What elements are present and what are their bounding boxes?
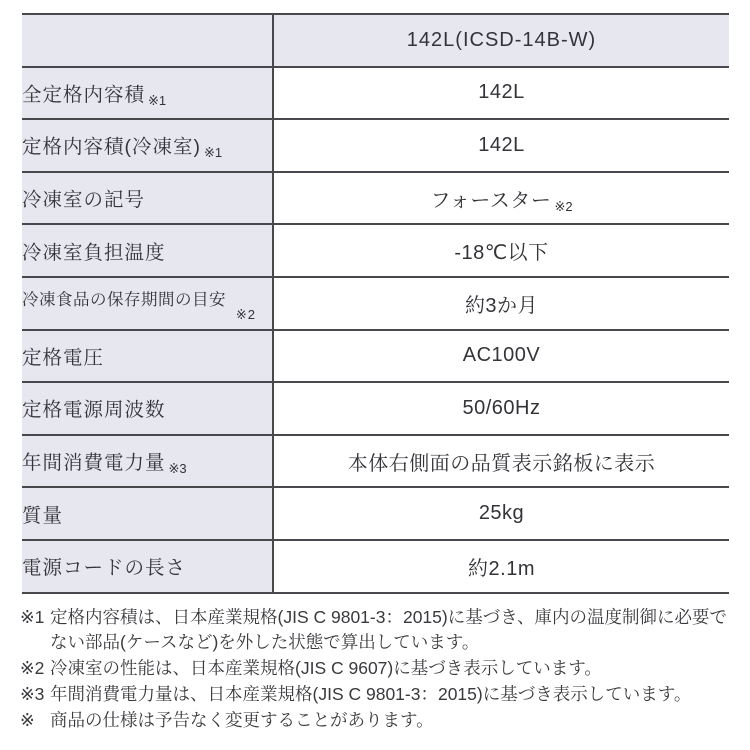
note-marker: ※1 xyxy=(204,145,223,161)
footnote-text: 冷凍室の性能は、日本産業規格(JIS C 9607)に基づき表示しています。 xyxy=(50,658,602,679)
footnote-marker: ※ xyxy=(20,709,35,730)
row-label: 冷凍食品の保存期間の目安 xyxy=(22,290,226,309)
note-marker: ※2 xyxy=(554,198,573,214)
row-label-cell xyxy=(22,382,273,435)
note-marker: ※3 xyxy=(168,461,187,477)
footnote-item xyxy=(20,656,736,682)
header-empty-cell xyxy=(22,14,273,67)
row-label-cell xyxy=(22,67,273,120)
row-value-cell xyxy=(273,487,729,540)
spec-sheet-page xyxy=(0,13,750,750)
footnote-marker: ※2 xyxy=(20,658,45,679)
table-row xyxy=(22,435,729,488)
row-label-cell xyxy=(22,540,273,593)
row-label-cell xyxy=(22,119,273,172)
footnote-marker: ※3 xyxy=(20,683,45,704)
table-row xyxy=(22,330,729,383)
row-label-cell xyxy=(22,435,273,488)
row-value-cell xyxy=(273,435,729,488)
row-value-cell xyxy=(273,119,729,172)
row-value: 142L xyxy=(478,133,525,156)
note-marker: ※1 xyxy=(148,92,167,108)
row-label: 質量 xyxy=(22,504,64,527)
row-label-cell xyxy=(22,172,273,225)
table-header-row xyxy=(22,14,729,67)
footnote-text: 年間消費電力量は、日本産業規格(JIS C 9801-3：2015)に基づき表示しています。 xyxy=(50,683,692,704)
row-value: 約2.1m xyxy=(468,557,535,580)
footnote-item xyxy=(20,605,736,657)
row-label-cell xyxy=(22,277,273,330)
row-label-cell xyxy=(22,224,273,277)
row-value: 約3か月 xyxy=(464,294,539,317)
footnote-text: 定格内容積は、日本産業規格(JIS C 9801-3：2015)に基づき、庫内の温度制御に必要でない部品(ケースなど)を外した状態で算出しています。 xyxy=(50,606,728,653)
row-value-cell xyxy=(273,67,729,120)
row-value-cell xyxy=(273,224,729,277)
table-row xyxy=(22,277,729,330)
row-label: 冷凍室の記号 xyxy=(22,189,146,212)
row-label-cell xyxy=(22,487,273,540)
row-label: 電源コードの長さ xyxy=(22,557,187,580)
row-label: 冷凍室負担温度 xyxy=(22,241,166,264)
row-label: 定格電圧 xyxy=(22,346,105,369)
header-model-cell: 142L(ICSD-14B-W) xyxy=(273,14,729,67)
table-row xyxy=(22,382,729,435)
table-row xyxy=(22,119,729,172)
footnote-item xyxy=(20,682,736,708)
table-row xyxy=(22,67,729,120)
row-value-cell xyxy=(273,382,729,435)
footnote-item xyxy=(20,708,736,734)
row-value: 50/60Hz xyxy=(462,396,541,419)
footnote-marker: ※1 xyxy=(20,606,45,627)
row-label: 定格内容積(冷凍室) xyxy=(22,136,201,159)
row-label: 年間消費電力量 xyxy=(22,452,166,475)
row-value: -18℃以下 xyxy=(454,242,549,265)
note-marker: ※2 xyxy=(235,306,256,322)
row-value-cell xyxy=(273,172,729,225)
row-value-cell xyxy=(273,540,729,593)
row-value-cell xyxy=(273,277,729,330)
row-value: フォースター xyxy=(430,189,552,212)
table-row xyxy=(22,540,729,593)
table-row xyxy=(22,487,729,540)
row-label-cell xyxy=(22,330,273,383)
row-value: 25kg xyxy=(478,502,525,525)
row-value: 本体右側面の品質表示銘板に表示 xyxy=(347,452,656,475)
row-value: AC100V xyxy=(462,344,541,367)
row-label: 全定格内容積 xyxy=(22,83,146,106)
row-value: 142L xyxy=(478,81,525,104)
footnote-text: 商品の仕様は予告なく変更することがあります。 xyxy=(50,709,434,730)
table-row xyxy=(22,224,729,277)
table-row xyxy=(22,172,729,225)
row-value-cell xyxy=(273,330,729,383)
spec-table xyxy=(22,13,729,594)
row-label: 定格電源周波数 xyxy=(22,399,166,422)
footnotes xyxy=(20,605,736,734)
